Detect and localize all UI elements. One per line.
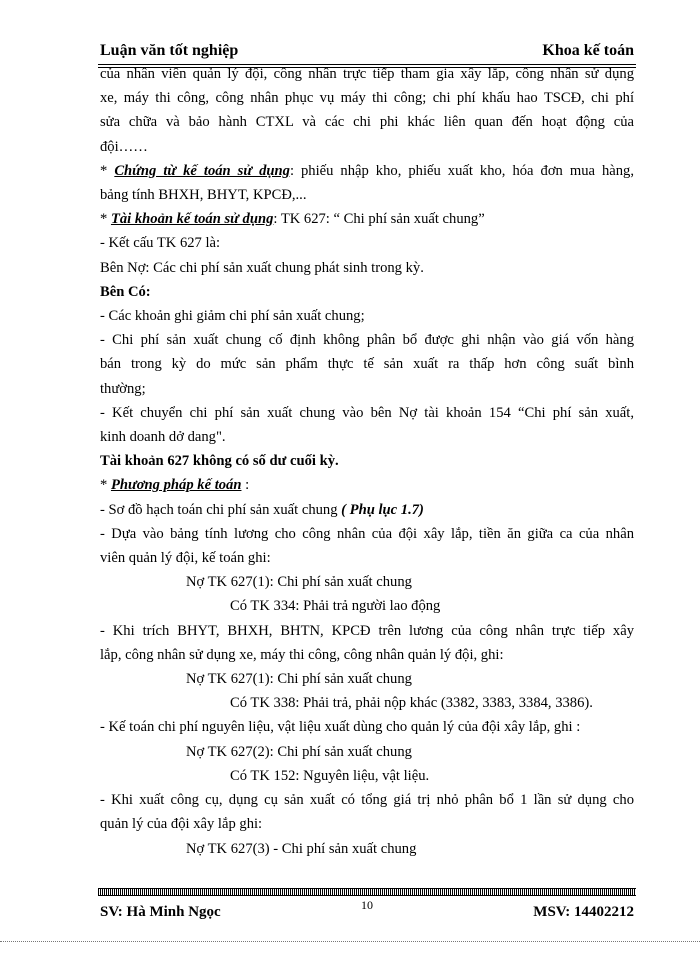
credit-entry: Có TK 152: Nguyên liệu, vật liệu. (230, 767, 430, 784)
footer-rule (98, 888, 636, 896)
paragraph-line: bán trong kỳ do mức sản phẩm thực tế sản xuất ra thấp hơn công suất bình (100, 356, 634, 373)
footer-student-id: MSV: 14402212 (533, 904, 634, 920)
header-thesis-title: Luận văn tốt nghiệp (100, 42, 239, 59)
page-footer (100, 900, 634, 920)
paragraph-line: xe, máy thi công, công nhân phục vụ máy thi công; chi phí khấu hao TSCĐ, chi phí (100, 90, 634, 107)
diagram-line (100, 498, 634, 522)
bullet-star: * (100, 211, 111, 228)
paragraph-line: quản lý của đội xây lắp ghi: (100, 816, 263, 833)
bullet-star: * (100, 162, 115, 179)
debit-entry: Nợ TK 627(2): Chi phí sản xuất chung (186, 743, 412, 760)
paragraph-line: thường; (100, 380, 146, 397)
paragraph-line: - Các khoản ghi giảm chi phí sản xuất chung; (100, 308, 365, 325)
footer-student-name: SV: Hà Minh Ngọc (100, 904, 221, 920)
accounts-text: : TK 627: “ Chi phí sản xuất chung” (273, 211, 485, 228)
paragraph-line: của nhân viên quản lý đội, công nhân trực tiếp tham gia xây lắp, công nhân sử dụng (100, 66, 634, 82)
paragraph-line: - Kết cấu TK 627 là: (100, 235, 221, 252)
paragraph-line: - Khi xuất công cụ, dụng cụ sản xuất có tổng giá trị nhỏ phân bổ 1 lần sử dụng cho (100, 792, 634, 809)
vouchers-heading: Chứng từ kế toán sử dụng (114, 162, 290, 179)
debit-entry: Nợ TK 627(1): Chi phí sản xuất chung (186, 671, 412, 688)
page-header (100, 42, 634, 64)
accounts-line (100, 207, 634, 231)
paragraph-line: viên quản lý đội, kế toán ghi: (100, 550, 271, 567)
paragraph-line: đội…… (100, 138, 148, 155)
appendix-reference: ( Phụ lục 1.7) (341, 501, 424, 518)
credit-entry: Có TK 334: Phải trả người lao động (230, 598, 441, 615)
paragraph-line: lắp, công nhân sử dụng xe, máy thi công, công nhân quản lý đội, ghi: (100, 646, 504, 663)
paragraph-line: Tài khoản 627 không có số dư cuối kỳ. (100, 453, 339, 470)
paragraph-line: - Chi phí sản xuất chung cố định không phân bổ được ghi nhận vào giá vốn hàng (100, 332, 634, 349)
body-text (100, 62, 634, 861)
accounts-heading: Tài khoản kế toán sử dụng (110, 211, 274, 228)
paragraph-line: kinh doanh dở dang". (100, 429, 226, 446)
paragraph-line: sửa chữa và bảo hành CTXL và các chi phi khác liên quan đến hoạt động của (100, 114, 634, 131)
page-number: 10 (361, 898, 373, 912)
method-line (100, 473, 634, 497)
paragraph-line: Bên Nợ: Các chi phí sản xuất chung phát sinh trong kỳ. (100, 259, 424, 276)
header-department: Khoa kế toán (542, 42, 634, 59)
credit-entry: Có TK 338: Phải trả, phải nộp khác (3382, 3383, 3384, 3386). (230, 695, 593, 712)
method-heading: Phương pháp kế toán (110, 477, 242, 494)
paragraph-line: bảng tính BHXH, BHYT, KPCĐ,... (100, 187, 307, 204)
diagram-text: - Sơ đồ hạch toán chi phí sản xuất chung (100, 501, 342, 518)
debit-entry: Nợ TK 627(3) - Chi phí sản xuất chung (186, 840, 417, 857)
vouchers-text: : phiếu nhập kho, phiếu xuất kho, hóa đơn mua hàng, (289, 162, 634, 179)
debit-entry: Nợ TK 627(1): Chi phí sản xuất chung (186, 574, 412, 591)
paragraph-line: Bên Có: (100, 283, 151, 300)
method-colon: : (241, 477, 250, 494)
bullet-star: * (100, 477, 111, 494)
vouchers-line (100, 159, 634, 183)
paragraph-line: - Dựa vào bảng tính lương cho công nhân của đội xây lắp, tiền ăn giữa ca của nhân (100, 525, 634, 542)
paragraph-line: - Kết chuyển chi phí sản xuất chung vào bên Nợ tài khoản 154 “Chi phí sản xuất, (100, 404, 634, 421)
page-bottom-divider (0, 941, 700, 942)
paragraph-line: - Khi trích BHYT, BHXH, BHTN, KPCĐ trên lương của công nhân trực tiếp xây (100, 622, 634, 639)
paragraph-line: - Kế toán chi phí nguyên liệu, vật liệu xuất dùng cho quản lý của đội xây lắp, ghi : (100, 719, 581, 736)
